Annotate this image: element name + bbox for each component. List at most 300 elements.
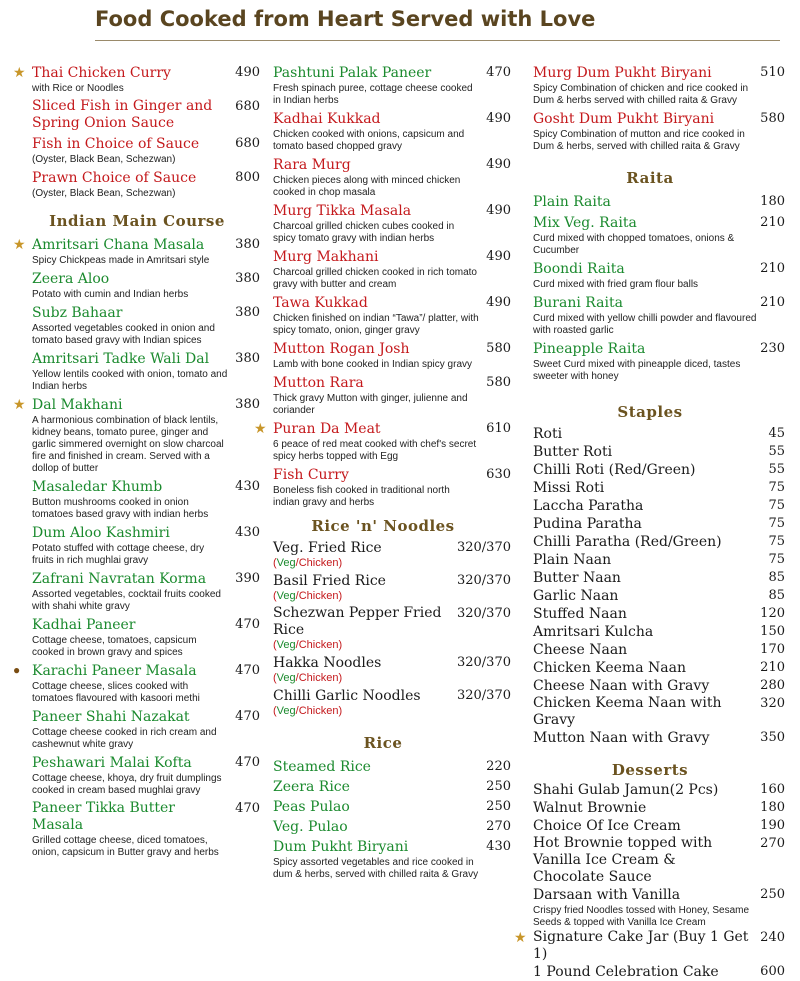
menu-item xyxy=(14,98,260,132)
menu-item xyxy=(515,695,785,729)
star-icon: ★ xyxy=(13,64,26,80)
menu-item-header xyxy=(32,236,260,254)
menu-item xyxy=(14,754,260,797)
veg-option: Veg xyxy=(276,590,296,602)
paren-open: ( xyxy=(273,639,277,651)
menu-item xyxy=(14,350,260,393)
chicken-option: Chicken xyxy=(298,590,339,602)
menu-item-price: 610 xyxy=(486,421,511,436)
paren-close: ) xyxy=(338,590,343,602)
menu-item-price: 470 xyxy=(235,801,260,816)
chef-badge-icon: ● xyxy=(13,663,21,677)
menu-item-name: Signature Cake Jar (Buy 1 Get 1) xyxy=(533,929,749,962)
menu-item-name: Amritsari Tadke Wali Dal xyxy=(32,351,210,367)
menu-item-name: Paneer Shahi Nazakat xyxy=(32,709,190,725)
menu-item-header xyxy=(533,677,785,695)
chicken-option: Chicken xyxy=(298,705,339,717)
menu-item-description: Cottage cheese cooked in rich cream and cashewnut white gravy xyxy=(32,727,217,750)
paren-close: ) xyxy=(338,705,343,717)
menu-item-name: Sliced Fish in Ginger and Spring Onion Sauce xyxy=(32,98,213,131)
menu-item-name: Burani Raita xyxy=(533,295,623,311)
menu-item-name: Kadhai Paneer xyxy=(32,617,136,633)
menu-item-name: Prawn Choice of Sauce xyxy=(32,170,197,186)
menu-item-price: 210 xyxy=(760,660,785,675)
menu-item-description: Fresh spinach puree, cottage cheese cooked in Indian herbs xyxy=(273,83,473,106)
menu-item-header xyxy=(533,497,785,515)
menu-item-header xyxy=(533,533,785,551)
chicken-option: Chicken xyxy=(298,672,339,684)
menu-item-price: 160 xyxy=(760,782,785,797)
menu-item-header xyxy=(32,478,260,496)
menu-item-description: Curd mixed with yellow chilli powder and flavoured with roasted garlic xyxy=(533,313,757,336)
menu-item-description: Cottage cheese, slices cooked with tomatoes flavoured with kasoori methi xyxy=(32,681,200,704)
menu-item-name: Zeera Aloo xyxy=(32,271,110,287)
menu-item-name: Boondi Raita xyxy=(533,261,625,277)
menu-item xyxy=(515,569,785,587)
menu-item xyxy=(515,817,785,835)
menu-item-description: Thick gravy Mutton with ginger, julienne and coriander xyxy=(273,393,468,416)
menu-item-header xyxy=(32,662,260,680)
menu-item-description: (Oyster, Black Bean, Schezwan) xyxy=(32,154,176,165)
menu-item xyxy=(255,572,511,603)
menu-item xyxy=(515,835,785,886)
menu-item-description: Chicken finished on indian “Tawa”/ platter, with spicy tomato, onion, ginger gravy xyxy=(273,313,479,336)
menu-item-name: Butter Naan xyxy=(533,570,621,586)
menu-item-name: Dum Aloo Kashmiri xyxy=(32,525,170,541)
page-header xyxy=(0,0,800,42)
menu-item-header xyxy=(273,248,511,266)
menu-item xyxy=(515,260,785,291)
menu-item-price: 490 xyxy=(235,65,260,80)
paren-close: ) xyxy=(338,557,343,569)
menu-item xyxy=(515,929,785,963)
menu-item-description: Boneless fish cooked in traditional north indian gravy and herbs xyxy=(273,485,450,508)
menu-item-price: 75 xyxy=(768,552,785,567)
menu-item xyxy=(255,294,511,337)
menu-item-price: 490 xyxy=(486,203,511,218)
menu-item xyxy=(515,963,785,981)
menu-item-price: 220 xyxy=(486,759,511,774)
menu-item-header xyxy=(533,294,785,312)
menu-item-price: 270 xyxy=(760,836,785,851)
menu-item-header xyxy=(533,929,785,963)
menu-item-header xyxy=(533,569,785,587)
menu-item-header xyxy=(533,641,785,659)
menu-item-price: 320/370 xyxy=(456,540,511,555)
menu-item-name: Chilli Paratha (Red/Green) xyxy=(533,534,722,550)
menu-item-price: 270 xyxy=(486,819,511,834)
menu-item xyxy=(14,616,260,659)
menu-item-description: Charcoal grilled chicken cooked in rich tomato gravy with butter and cream xyxy=(273,267,477,290)
menu-item-name: Fish Curry xyxy=(273,467,349,483)
menu-item xyxy=(255,798,511,816)
menu-item-description: 6 peace of red meat cooked with chef's secret spicy herbs topped with Egg xyxy=(273,439,477,462)
menu-item xyxy=(14,708,260,751)
menu-item-description: Charcoal grilled chicken cubes cooked in spicy tomato gravy with indian herbs xyxy=(273,221,455,244)
menu-item xyxy=(14,478,260,521)
menu-item xyxy=(515,605,785,623)
menu-item-price: 280 xyxy=(760,678,785,693)
menu-item-price: 490 xyxy=(486,295,511,310)
slash: / xyxy=(295,672,299,684)
menu-item-description: Assorted vegetables, cocktail fruits cooked with shahi white gravy xyxy=(32,589,221,612)
menu-item-name: Thai Chicken Curry xyxy=(32,65,171,81)
menu-item-price: 490 xyxy=(486,157,511,172)
menu-item-header xyxy=(273,605,511,639)
menu-item-price: 75 xyxy=(768,480,785,495)
menu-item-price: 510 xyxy=(760,65,785,80)
slash: / xyxy=(295,557,299,569)
menu-item-name: Veg. Fried Rice xyxy=(273,540,382,556)
menu-item-name: Hot Brownie topped with Vanilla Ice Cream & Chocolate Sauce xyxy=(533,835,713,885)
menu-item xyxy=(515,551,785,569)
menu-item-price: 320 xyxy=(760,696,785,711)
menu-item-price: 250 xyxy=(760,887,785,902)
menu-item xyxy=(515,214,785,257)
menu-item-name: Fish in Choice of Sauce xyxy=(32,136,200,152)
menu-item-name: Peas Pulao xyxy=(273,799,350,815)
chicken-option: Chicken xyxy=(298,639,339,651)
menu-item-description: Yellow lentils cooked with onion, tomato and Indian herbs xyxy=(32,369,228,392)
menu-item-header xyxy=(273,466,511,484)
menu-item-description: Grilled cottage cheese, diced tomatoes, onion, capsicum in Butter gravy and herbs xyxy=(32,835,219,858)
menu-item xyxy=(515,886,785,929)
menu-item-price: 210 xyxy=(760,295,785,310)
menu-item xyxy=(255,758,511,776)
menu-item-price: 680 xyxy=(235,99,260,114)
menu-item-price: 85 xyxy=(768,588,785,603)
menu-item-header xyxy=(533,963,785,981)
menu-item-name: Mutton Rogan Josh xyxy=(273,341,410,357)
menu-item-header xyxy=(32,396,260,414)
menu-item-header xyxy=(533,695,785,729)
star-icon: ★ xyxy=(13,396,26,412)
menu-item xyxy=(255,687,511,718)
paren-open: ( xyxy=(273,557,277,569)
menu-item-name: 1 Pound Celebration Cake xyxy=(533,964,719,980)
menu-item-price: 240 xyxy=(760,930,785,945)
menu-item-header xyxy=(32,98,260,132)
star-icon: ★ xyxy=(254,420,267,436)
menu-item xyxy=(515,425,785,443)
slash: / xyxy=(295,639,299,651)
menu-item xyxy=(14,396,260,475)
menu-item-header xyxy=(533,729,785,747)
menu-item-description: (Oyster, Black Bean, Schezwan) xyxy=(32,188,176,199)
menu-item-header xyxy=(273,64,511,82)
menu-item-description: Spicy Chickpeas made in Amritsari style xyxy=(32,255,210,266)
menu-item xyxy=(14,304,260,347)
menu-item-header xyxy=(273,294,511,312)
menu-item-price: 470 xyxy=(235,755,260,770)
menu-item-name: Amritsari Chana Masala xyxy=(32,237,205,253)
menu-item-header xyxy=(533,214,785,232)
menu-item-header xyxy=(533,835,785,886)
menu-item-price: 680 xyxy=(235,136,260,151)
menu-column-1 xyxy=(14,64,260,862)
menu-item xyxy=(255,110,511,153)
menu-item-name: Murg Tikka Masala xyxy=(273,203,412,219)
menu-item-name: Gosht Dum Pukht Biryani xyxy=(533,111,715,127)
veg-chicken-options xyxy=(273,590,511,603)
menu-item-header xyxy=(533,515,785,533)
menu-item-header xyxy=(32,524,260,542)
veg-option: Veg xyxy=(276,639,296,651)
title-rule xyxy=(95,40,780,41)
veg-chicken-options xyxy=(273,705,511,718)
menu-item-header xyxy=(273,340,511,358)
menu-item-price: 250 xyxy=(486,779,511,794)
menu-item-name: Cheese Naan with Gravy xyxy=(533,678,710,694)
menu-item-price: 75 xyxy=(768,534,785,549)
menu-item-price: 430 xyxy=(486,839,511,854)
paren-close: ) xyxy=(338,639,343,651)
menu-item-header xyxy=(273,758,511,776)
menu-item xyxy=(515,533,785,551)
menu-item-header xyxy=(533,479,785,497)
menu-item xyxy=(14,64,260,95)
menu-item-header xyxy=(32,304,260,322)
menu-item xyxy=(255,340,511,371)
menu-item-name: Pashtuni Palak Paneer xyxy=(273,65,432,81)
menu-item xyxy=(14,524,260,567)
menu-item-header xyxy=(533,817,785,835)
menu-item-name: Garlic Naan xyxy=(533,588,619,604)
menu-item-header xyxy=(32,169,260,187)
menu-item-name: Chicken Keema Naan xyxy=(533,660,686,676)
menu-item xyxy=(255,248,511,291)
menu-item-description: Curd mixed with chopped tomatoes, onions & Cucumber xyxy=(533,233,735,256)
menu-item-header xyxy=(533,110,785,128)
menu-item-header xyxy=(533,64,785,82)
menu-item xyxy=(255,420,511,463)
menu-item-name: Basil Fried Rice xyxy=(273,573,386,589)
menu-item-description: Curd mixed with fried gram flour balls xyxy=(533,279,699,290)
menu-item-header xyxy=(533,193,785,211)
menu-item-header xyxy=(32,800,260,834)
menu-item-name: Pudina Paratha xyxy=(533,516,642,532)
menu-item-header xyxy=(533,443,785,461)
menu-item-description: Lamb with bone cooked in Indian spicy gravy xyxy=(273,359,473,370)
menu-item-header xyxy=(273,818,511,836)
menu-item-price: 380 xyxy=(235,271,260,286)
menu-item-name: Roti xyxy=(533,426,563,442)
menu-item-header xyxy=(273,156,511,174)
veg-option: Veg xyxy=(276,557,296,569)
menu-item-header xyxy=(32,570,260,588)
menu-item-name: Stuffed Naan xyxy=(533,606,627,622)
menu-item-price: 470 xyxy=(235,709,260,724)
menu-item-name: Veg. Pulao xyxy=(273,819,348,835)
menu-item xyxy=(255,64,511,107)
menu-item-name: Zafrani Navratan Korma xyxy=(32,571,207,587)
menu-item xyxy=(255,156,511,199)
menu-item-header xyxy=(32,708,260,726)
menu-item-price: 180 xyxy=(760,800,785,815)
menu-item-description: Potato stuffed with cottage cheese, dry fruits in rich mughlai gravy xyxy=(32,543,205,566)
menu-item-header xyxy=(32,754,260,772)
menu-item xyxy=(255,818,511,836)
paren-open: ( xyxy=(273,705,277,717)
menu-item-description: Spicy Combination of chicken and rice cooked in Dum & herbs served with chilled raita & Gravy xyxy=(533,83,749,106)
menu-item-name: Steamed Rice xyxy=(273,759,371,775)
menu-item-name: Dum Pukht Biryani xyxy=(273,839,409,855)
menu-item-header xyxy=(32,135,260,153)
menu-item xyxy=(515,193,785,211)
menu-item-price: 470 xyxy=(235,617,260,632)
menu-item-name: Laccha Paratha xyxy=(533,498,644,514)
menu-item-price: 380 xyxy=(235,237,260,252)
menu-item-name: Chicken Keema Naan with Gravy xyxy=(533,695,722,728)
menu-column-3 xyxy=(515,64,785,981)
menu-item xyxy=(515,461,785,479)
veg-chicken-options xyxy=(273,557,511,570)
menu-item-price: 390 xyxy=(235,571,260,586)
paren-open: ( xyxy=(273,590,277,602)
menu-item-description: Spicy assorted vegetables and rice cooked in dum & herbs, served with chilled raita & Gravy xyxy=(273,857,479,880)
menu-item-price: 230 xyxy=(760,341,785,356)
section-title: Rice xyxy=(363,734,403,752)
menu-item xyxy=(515,781,785,799)
menu-item-header xyxy=(32,270,260,288)
slash: / xyxy=(295,705,299,717)
menu-item xyxy=(515,479,785,497)
menu-item-description: Cottage cheese, tomatoes, capsicum cooked in brown gravy and spices xyxy=(32,635,197,658)
menu-item-header xyxy=(32,64,260,82)
menu-item-name: Kadhai Kukkad xyxy=(273,111,381,127)
menu-item xyxy=(255,838,511,881)
menu-item-header xyxy=(273,778,511,796)
menu-item xyxy=(515,799,785,817)
menu-item-name: Mix Veg. Raita xyxy=(533,215,637,231)
menu-item-description: Spicy Combination of mutton and rice cooked in Dum & herbs, served with chilled raita & Gravy xyxy=(533,129,745,152)
menu-item-price: 800 xyxy=(235,170,260,185)
menu-item-description: Button mushrooms cooked in onion tomatoes based gravy with indian herbs xyxy=(32,497,209,520)
menu-item xyxy=(515,443,785,461)
menu-item-name: Cheese Naan xyxy=(533,642,628,658)
menu-item xyxy=(515,340,785,383)
menu-item-name: Schezwan Pepper Fried Rice xyxy=(273,605,442,638)
menu-item xyxy=(14,662,260,705)
menu-item xyxy=(255,202,511,245)
veg-chicken-options xyxy=(273,672,511,685)
menu-item-header xyxy=(533,623,785,641)
paren-close: ) xyxy=(338,672,343,684)
menu-item-header xyxy=(533,587,785,605)
menu-item-price: 250 xyxy=(486,799,511,814)
menu-item-name: Peshawari Malai Kofta xyxy=(32,755,192,771)
menu-item-price: 470 xyxy=(235,663,260,678)
menu-item-name: Choice Of Ice Cream xyxy=(533,818,681,834)
menu-item-name: Amritsari Kulcha xyxy=(533,624,654,640)
menu-item-description: Potato with cumin and Indian herbs xyxy=(32,289,189,300)
menu-item-name: Chilli Roti (Red/Green) xyxy=(533,462,696,478)
menu-item-name: Rara Murg xyxy=(273,157,351,173)
menu-item-price: 210 xyxy=(760,215,785,230)
menu-item-name: Mutton Rara xyxy=(273,375,364,391)
menu-item-price: 180 xyxy=(760,194,785,209)
menu-item-price: 380 xyxy=(235,397,260,412)
menu-item-price: 470 xyxy=(486,65,511,80)
menu-item-header xyxy=(273,838,511,856)
menu-item-price: 380 xyxy=(235,351,260,366)
menu-item-price: 55 xyxy=(768,444,785,459)
menu-item-header xyxy=(273,687,511,705)
menu-item-price: 600 xyxy=(760,964,785,979)
menu-item xyxy=(14,236,260,267)
menu-item-header xyxy=(533,659,785,677)
menu-item-name: Dal Makhani xyxy=(32,397,123,413)
star-icon: ★ xyxy=(13,236,26,252)
menu-item-price: 45 xyxy=(768,426,785,441)
menu-item-price: 380 xyxy=(235,305,260,320)
menu-item-name: Puran Da Meat xyxy=(273,421,381,437)
menu-item-price: 120 xyxy=(760,606,785,621)
menu-item xyxy=(14,570,260,613)
menu-item-description: Crispy fried Noodles tossed with Honey, Sesame Seeds & topped with Vanilla Ice Cream xyxy=(533,905,750,928)
menu-item-price: 430 xyxy=(235,525,260,540)
menu-item-price: 320/370 xyxy=(456,606,511,621)
menu-item-name: Shahi Gulab Jamun(2 Pcs) xyxy=(533,782,719,798)
menu-item xyxy=(515,641,785,659)
menu-item-price: 170 xyxy=(760,642,785,657)
menu-item-description: with Rice or Noodles xyxy=(32,83,124,94)
menu-item-header xyxy=(273,539,511,557)
menu-item xyxy=(255,466,511,509)
menu-item-name: Masaledar Khumb xyxy=(32,479,163,495)
menu-item-header xyxy=(273,420,511,438)
menu-item-name: Subz Bahaar xyxy=(32,305,123,321)
menu-item-name: Murg Makhani xyxy=(273,249,379,265)
menu-item-name: Hakka Noodles xyxy=(273,655,382,671)
menu-item-header xyxy=(273,572,511,590)
menu-item-price: 350 xyxy=(760,730,785,745)
menu-item-price: 630 xyxy=(486,467,511,482)
menu-item-description: Assorted vegetables cooked in onion and tomato based gravy with Indian spices xyxy=(32,323,215,346)
menu-item-price: 75 xyxy=(768,498,785,513)
menu-item-price: 320/370 xyxy=(456,688,511,703)
menu-item-name: Darsaan with Vanilla xyxy=(533,887,681,903)
menu-item-name: Tawa Kukkad xyxy=(273,295,368,311)
menu-item-header xyxy=(533,425,785,443)
menu-item-name: Pineapple Raita xyxy=(533,341,646,357)
menu-column-2 xyxy=(255,64,511,883)
menu-item-header xyxy=(533,605,785,623)
menu-item xyxy=(14,800,260,859)
menu-item xyxy=(255,778,511,796)
menu-item-description: Cottage cheese, khoya, dry fruit dumplings cooked in cream based mughlai gravy xyxy=(32,773,222,796)
menu-item-header xyxy=(273,374,511,392)
menu-item-name: Walnut Brownie xyxy=(533,800,647,816)
page-title: Food Cooked from Heart Served with Love xyxy=(95,7,596,31)
menu-item-header xyxy=(533,260,785,278)
veg-chicken-options xyxy=(273,639,511,652)
menu-item xyxy=(515,515,785,533)
menu-item-price: 75 xyxy=(768,516,785,531)
menu-item-price: 150 xyxy=(760,624,785,639)
menu-item-name: Chilli Garlic Noodles xyxy=(273,688,421,704)
menu-item xyxy=(515,587,785,605)
menu-item-price: 210 xyxy=(760,261,785,276)
star-icon: ★ xyxy=(514,929,527,945)
menu-item xyxy=(14,270,260,301)
section-title: Raita xyxy=(626,169,674,187)
menu-item-header xyxy=(533,461,785,479)
menu-item-price: 430 xyxy=(235,479,260,494)
menu-item-description: A harmonious combination of black lentils, kidney beans, tomato puree, ginger and garlic simmered overnight on slow charcoal fire and finished in cream. Served with a dollop of butter xyxy=(32,415,224,474)
veg-option: Veg xyxy=(276,705,296,717)
slash: / xyxy=(295,590,299,602)
